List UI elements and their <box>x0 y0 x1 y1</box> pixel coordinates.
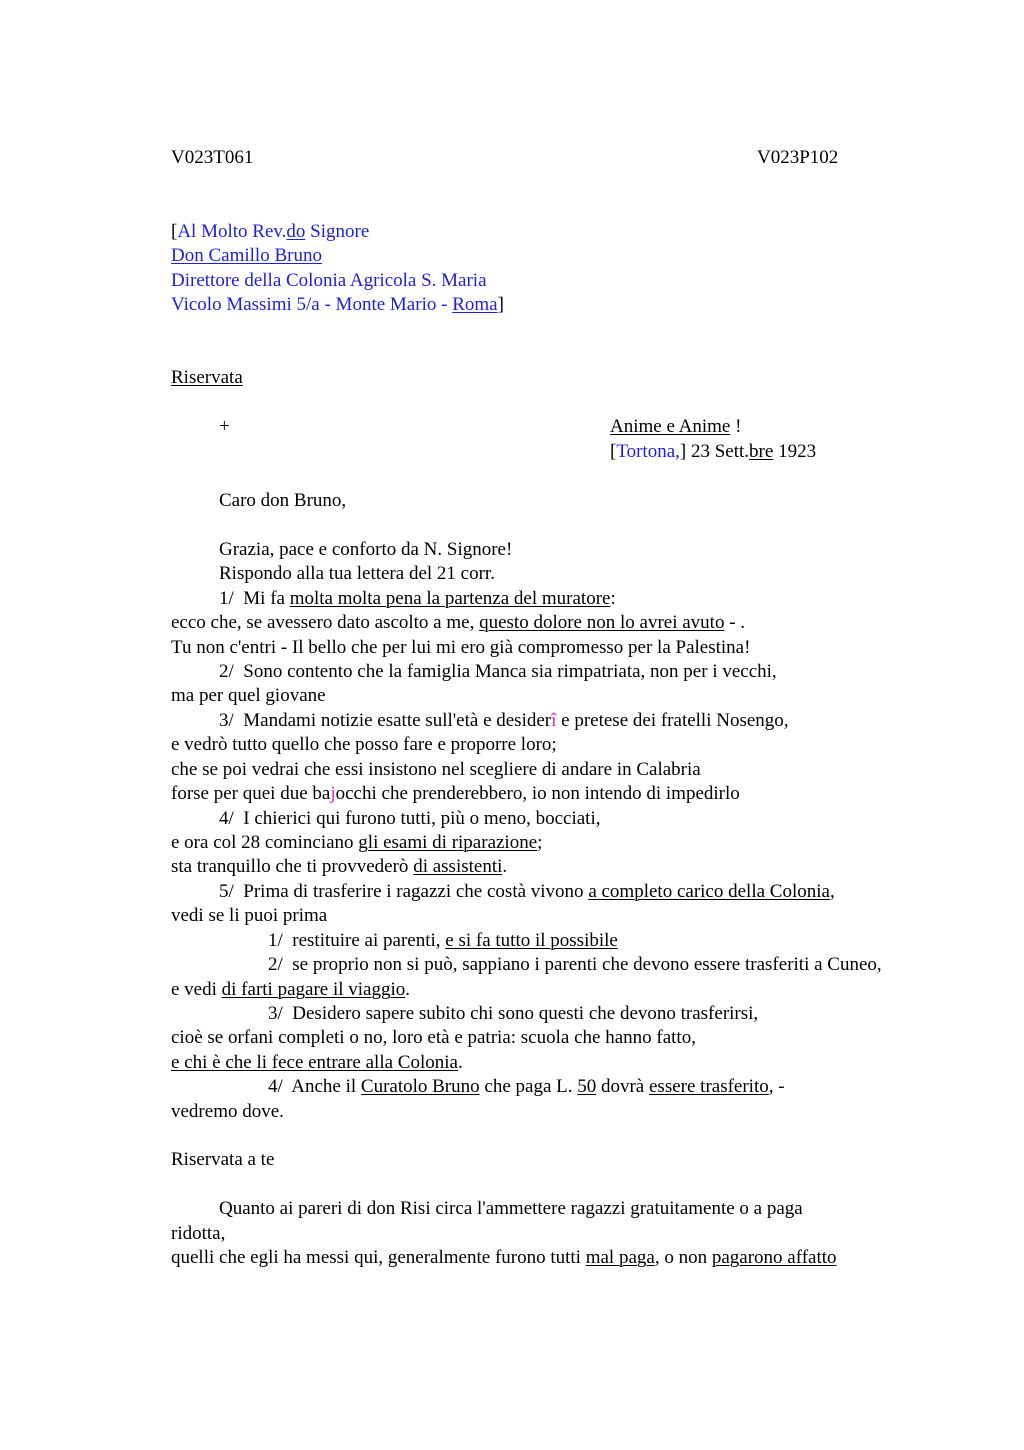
body-line: Rispondo alla tua lettera del 21 corr. <box>219 563 495 584</box>
body-line: 2/ se proprio non si può, sappiano i parenti che devono essere trasferiti a Cuneo, <box>268 954 882 975</box>
body-line: ma per quel giovane <box>171 685 326 706</box>
motto: Anime e Anime ! <box>610 416 742 437</box>
dateline: [Tortona,] 23 Sett.bre 1923 <box>610 441 817 462</box>
private-heading: Riservata a te <box>171 1149 275 1170</box>
address-line-3: Direttore della Colonia Agricola S. Maria <box>171 270 487 291</box>
body-line: e vedrò tutto quello che posso fare e proporre loro; <box>171 734 557 755</box>
confidential-label: Riservata <box>171 367 243 388</box>
body-line: e chi è che li fece entrare alla Colonia. <box>171 1052 463 1073</box>
doc-code-left: V023T061 <box>171 147 254 168</box>
body-line: cioè se orfani completi o no, loro età e patria: scuola che hanno fatto, <box>171 1027 696 1048</box>
body-line: vedi se li puoi prima <box>171 905 328 926</box>
body-line: e vedi di farti pagare il viaggio. <box>171 979 411 1000</box>
body-line: sta tranquillo che ti provvederò di assistenti. <box>171 856 508 877</box>
address-line-2: Don Camillo Bruno <box>171 245 322 266</box>
body-line: 5/ Prima di trasferire i ragazzi che costà vivono a completo carico della Colonia, <box>219 881 835 902</box>
body-line: 4/ Anche il Curatolo Bruno che paga L. 50 dovrà essere trasferito, - <box>268 1076 785 1097</box>
body-line: 2/ Sono contento che la famiglia Manca sia rimpatriata, non per i vecchi, <box>219 661 777 682</box>
doc-code-right: V023P102 <box>757 147 839 168</box>
body-line: che se poi vedrai che essi insistono nel scegliere di andare in Calabria <box>171 759 701 780</box>
body-line: 1/ Mi fa molta molta pena la partenza del muratore: <box>219 588 616 609</box>
body-line: Tu non c'entri - Il bello che per lui mi ero già compromesso per la Palestina! <box>171 637 751 658</box>
address-line-4: Vicolo Massimi 5/a - Monte Mario - Roma] <box>171 294 504 315</box>
body-line: Grazia, pace e conforto da N. Signore! <box>219 539 513 560</box>
body-line: e ora col 28 cominciano gli esami di riparazione; <box>171 832 543 853</box>
body-line: 1/ restituire ai parenti, e si fa tutto il possibile <box>268 930 618 951</box>
body-line: 3/ Desidero sapere subito chi sono questi che devono trasferirsi, <box>268 1003 759 1024</box>
private-line: Quanto ai pareri di don Risi circa l'ammettere ragazzi gratuitamente o a paga <box>219 1198 803 1219</box>
body-line: 3/ Mandami notizie esatte sull'età e desiderî e pretese dei fratelli Nosengo, <box>219 710 789 731</box>
private-line: quelli che egli ha messi qui, generalmente furono tutti mal paga, o non pagarono affatto <box>171 1247 837 1268</box>
body-line: vedremo dove. <box>171 1101 284 1122</box>
body-line: ecco che, se avessero dato ascolto a me, questo dolore non lo avrei avuto - . <box>171 612 746 633</box>
body-line: 4/ I chierici qui furono tutti, più o meno, bocciati, <box>219 808 601 829</box>
salutation: Caro don Bruno, <box>219 490 347 511</box>
address-line-1: [Al Molto Rev.do Signore <box>171 221 370 242</box>
body-line: forse per quei due bajocchi che prenderebbero, io non intendo di impedirlo <box>171 783 740 804</box>
cross-mark: + <box>219 416 230 437</box>
private-line: ridotta, <box>171 1223 226 1244</box>
